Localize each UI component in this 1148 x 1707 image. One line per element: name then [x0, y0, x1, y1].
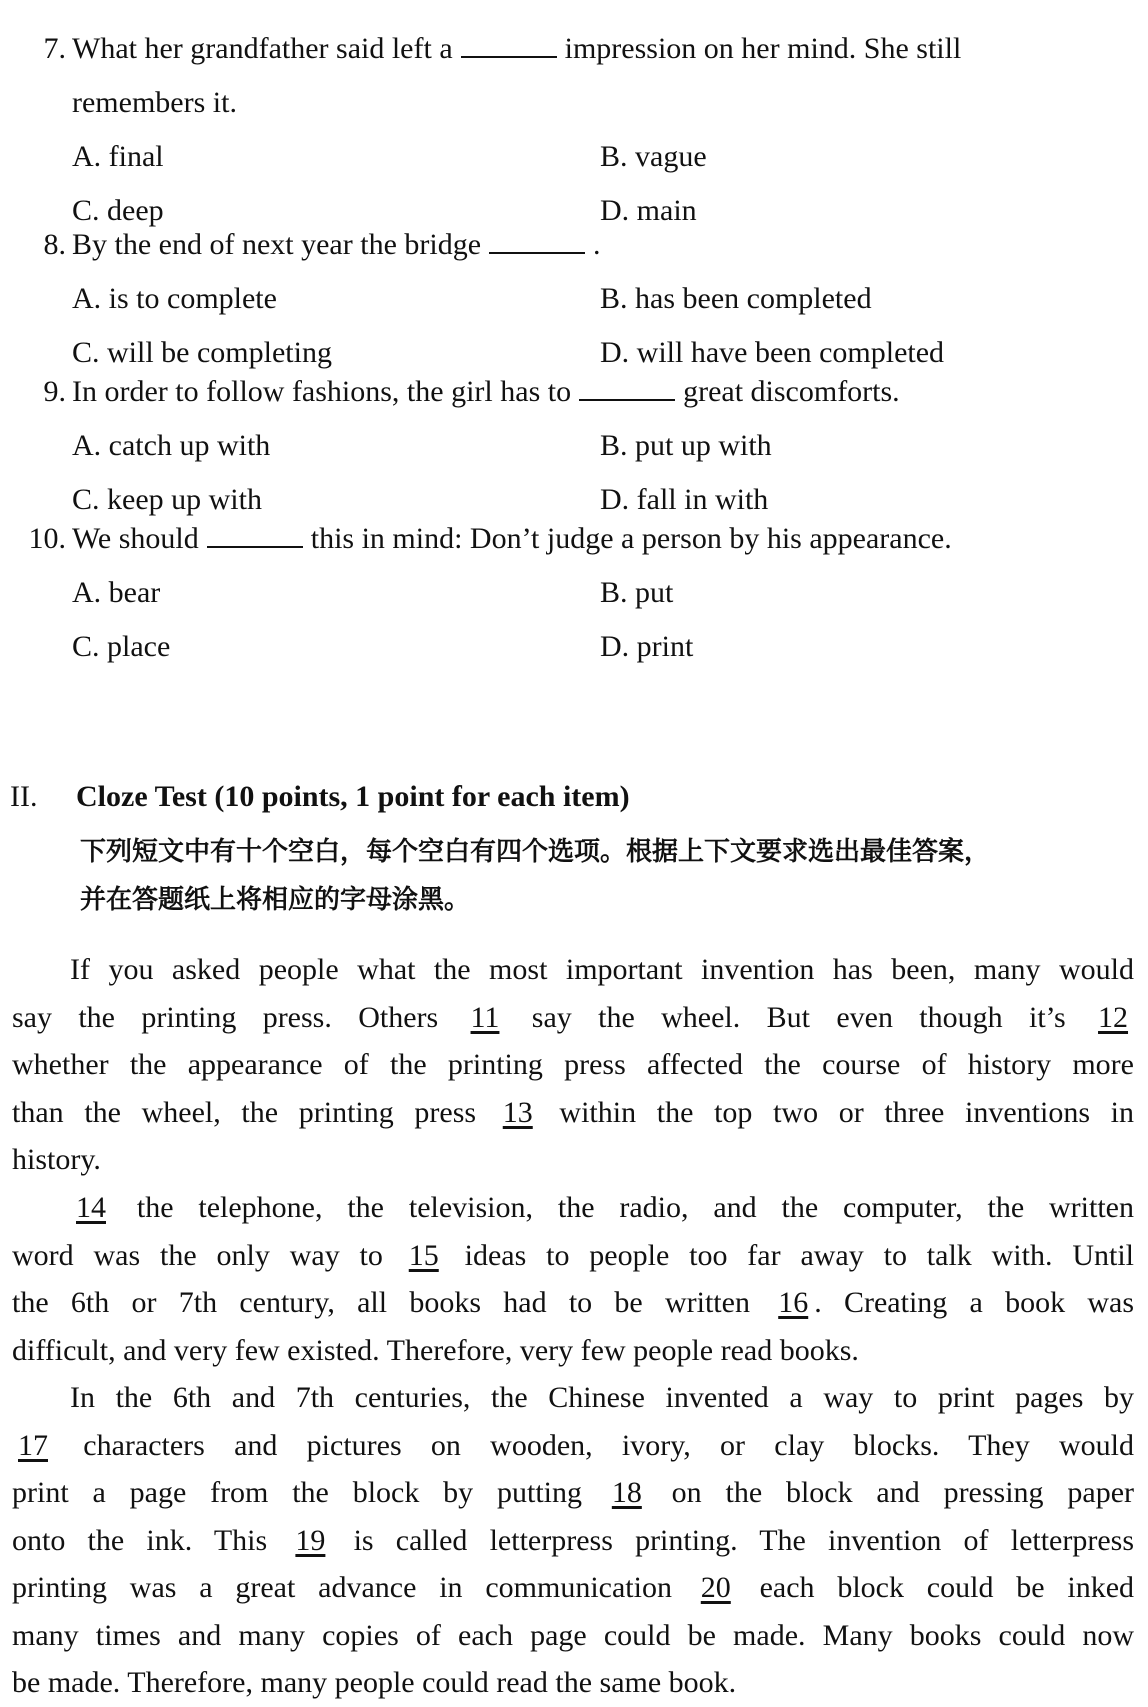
question-text-continued: remembers it.: [72, 86, 237, 119]
blank-15: 15: [408, 1238, 439, 1272]
option-a: A. final: [72, 140, 164, 173]
blank-12: 12: [1098, 1000, 1129, 1034]
option-d: D. will have been completed: [600, 336, 945, 369]
text-line: many times and many copies of each page could be made. Many books could now: [12, 1618, 1134, 1652]
question-number: 8.: [43, 228, 66, 261]
blank-11: 11: [470, 1000, 500, 1034]
option-a: A. bear: [72, 576, 161, 609]
question-10: [0, 512, 1148, 674]
option-c: C. keep up with: [72, 483, 262, 516]
text-line: 17 characters and pictures on wooden, ivory, or clay blocks. They would: [12, 1422, 1134, 1470]
option-b: B. vague: [600, 140, 707, 173]
text-line: word was the only way to 15 ideas to people too far away to talk with. Until: [12, 1238, 1134, 1272]
option-c: C. will be completing: [72, 336, 332, 369]
question-text: In order to follow fashions, the girl has to great discomforts.: [72, 375, 900, 408]
question-text: We should this in mind: Don’t judge a person by his appearance.: [72, 522, 952, 555]
text-line: In the 6th and 7th centuries, the Chinese invented a way to print pages by: [70, 1381, 1134, 1414]
text-line: say the printing press. Others 11 say the wheel. But even though it’s 12: [12, 994, 1134, 1042]
section-heading: [10, 770, 630, 824]
passage-paragraph-3: [12, 1374, 1134, 1707]
section-instruction-line1: 下列短文中有十个空白，每个空白有四个选项。根据上下文要求选出最佳答案，: [80, 837, 991, 867]
blank-19: 19: [295, 1523, 326, 1557]
text-line: onto the ink. This 19 is called letterpress printing. The invention of letterpress: [12, 1523, 1135, 1557]
question-number: 9.: [43, 375, 66, 408]
option-c: C. place: [72, 630, 171, 663]
passage-paragraph-2: [12, 1184, 1134, 1374]
section-title: Cloze Test (10 points, 1 point for each item): [76, 780, 630, 813]
text-line: print a page from the block by putting 18 on the block and pressing paper: [12, 1476, 1135, 1509]
answer-blank: [207, 522, 303, 548]
option-c: C. deep: [72, 194, 164, 227]
passage-paragraph-1: [12, 946, 1134, 1184]
option-d: D. main: [600, 194, 697, 227]
section-instruction-line2: 并在答题纸上将相应的字母涂黑。: [80, 885, 471, 915]
option-d: D. print: [600, 630, 694, 663]
question-text: What her grandfather said left a impression on her mind. She still: [72, 32, 962, 65]
blank-16: 16: [778, 1286, 809, 1319]
text-line: than the wheel, the printing press 13 within the top two or three inventions in: [12, 1095, 1135, 1129]
option-b: B. has been completed: [600, 282, 872, 315]
text-line: history.: [12, 1143, 101, 1176]
question-number: 7.: [43, 32, 66, 65]
text-line: printing was a great advance in communication 20 each block could be inked: [12, 1571, 1135, 1604]
option-b: B. put up with: [600, 429, 772, 462]
option-d: D. fall in with: [600, 483, 769, 516]
blank-18: 18: [611, 1476, 642, 1509]
question-text: By the end of next year the bridge .: [72, 228, 601, 261]
answer-blank: [461, 32, 557, 58]
question-number: 10.: [28, 522, 66, 555]
text-line: whether the appearance of the printing press affected the course of history more: [12, 1048, 1134, 1081]
question-9: [0, 365, 1148, 527]
blank-13: 13: [502, 1095, 533, 1129]
option-a: A. is to complete: [72, 282, 277, 315]
answer-blank: [489, 228, 585, 254]
blank-20: 20: [700, 1571, 731, 1604]
text-line: 14 the telephone, the television, the radio, and the computer, the written: [12, 1184, 1134, 1232]
question-8: [0, 218, 1148, 380]
question-7: [0, 22, 1148, 238]
text-line: be made. Therefore, many people could read the same book.: [12, 1666, 737, 1699]
answer-blank: [579, 375, 675, 401]
option-a: A. catch up with: [72, 429, 271, 462]
option-b: B. put: [600, 576, 674, 609]
text-line: difficult, and very few existed. Therefore, very few people read books.: [12, 1333, 859, 1367]
blank-14: 14: [76, 1191, 106, 1224]
text-line: the 6th or 7th century, all books had to be written 16 . Creating a book was: [12, 1286, 1135, 1319]
blank-17: 17: [18, 1428, 48, 1462]
text-line: If you asked people what the most important invention has been, many would: [70, 953, 1134, 986]
section-number: II.: [10, 780, 38, 813]
